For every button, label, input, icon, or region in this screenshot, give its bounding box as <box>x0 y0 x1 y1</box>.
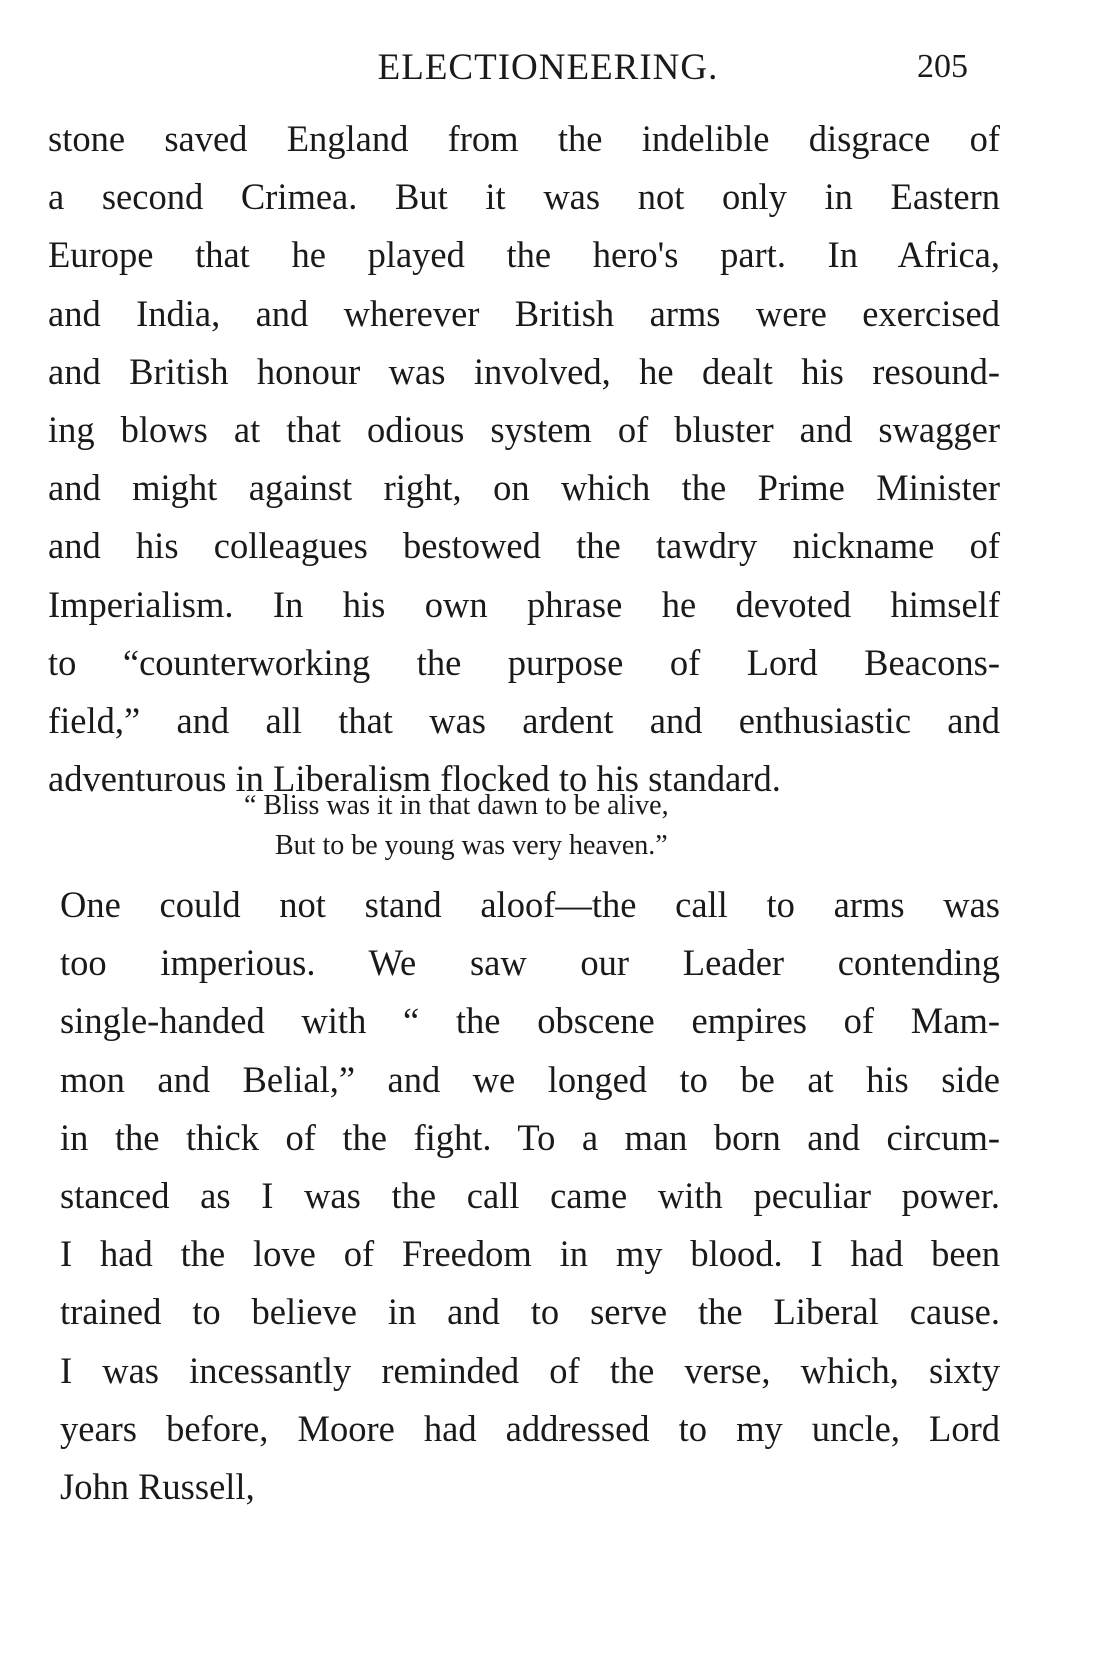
text-line: single-handed with “ the obscene empires of Mam- <box>60 1000 1000 1042</box>
text-line: and British honour was involved, he dealt his resound- <box>48 350 1000 392</box>
text-line: I had the love of Freedom in my blood. I had been <box>60 1233 1000 1275</box>
text-line: years before, Moore had addressed to my uncle, Lord <box>60 1407 1000 1449</box>
paragraph-2 <box>60 876 1000 1516</box>
text-line: John Russell, <box>60 1465 255 1507</box>
verse-quotation <box>0 786 1096 866</box>
verse-line: “ Bliss was it in that dawn to be alive, <box>244 790 669 821</box>
text-line: I was incessantly reminded of the verse, which, sixty <box>60 1349 1000 1391</box>
text-line: too imperious. We saw our Leader contending <box>60 942 1000 984</box>
text-line: stanced as I was the call came with peculiar power. <box>60 1174 1000 1216</box>
text-line: stone saved England from the indelible disgrace of <box>48 118 1000 159</box>
text-line: Imperialism. In his own phrase he devoted himself <box>48 583 1000 625</box>
text-line: field,” and all that was ardent and enthusiastic and <box>48 699 1000 741</box>
text-line: and India, and wherever British arms were exercised <box>48 292 1000 334</box>
text-line: a second Crimea. But it was not only in Eastern <box>48 176 1000 218</box>
verse-line: But to be young was very heaven.” <box>275 830 668 861</box>
text-line: and might against right, on which the Prime Minister <box>48 467 1000 509</box>
text-line: adventurous in Liberalism flocked to his standard. <box>48 758 781 800</box>
page-number: 205 <box>917 48 968 85</box>
text-line: in the thick of the fight. To a man born and circum- <box>60 1116 1000 1158</box>
text-line: mon and Belial,” and we longed to be at his side <box>60 1058 1000 1100</box>
text-line: to “counterworking the purpose of Lord Beacons- <box>48 641 1000 683</box>
text-line: and his colleagues bestowed the tawdry nickname of <box>48 525 1000 567</box>
text-line: trained to believe in and to serve the Liberal cause. <box>60 1291 1000 1333</box>
running-head <box>0 42 1096 92</box>
running-title: ELECTIONEERING. <box>377 47 719 88</box>
text-line: ing blows at that odious system of bluster and swagger <box>48 408 1000 450</box>
text-line: One could not stand aloof—the call to arms was <box>60 884 1000 925</box>
text-line: Europe that he played the hero's part. In Africa, <box>48 234 1000 276</box>
paragraph-1 <box>48 110 1000 808</box>
